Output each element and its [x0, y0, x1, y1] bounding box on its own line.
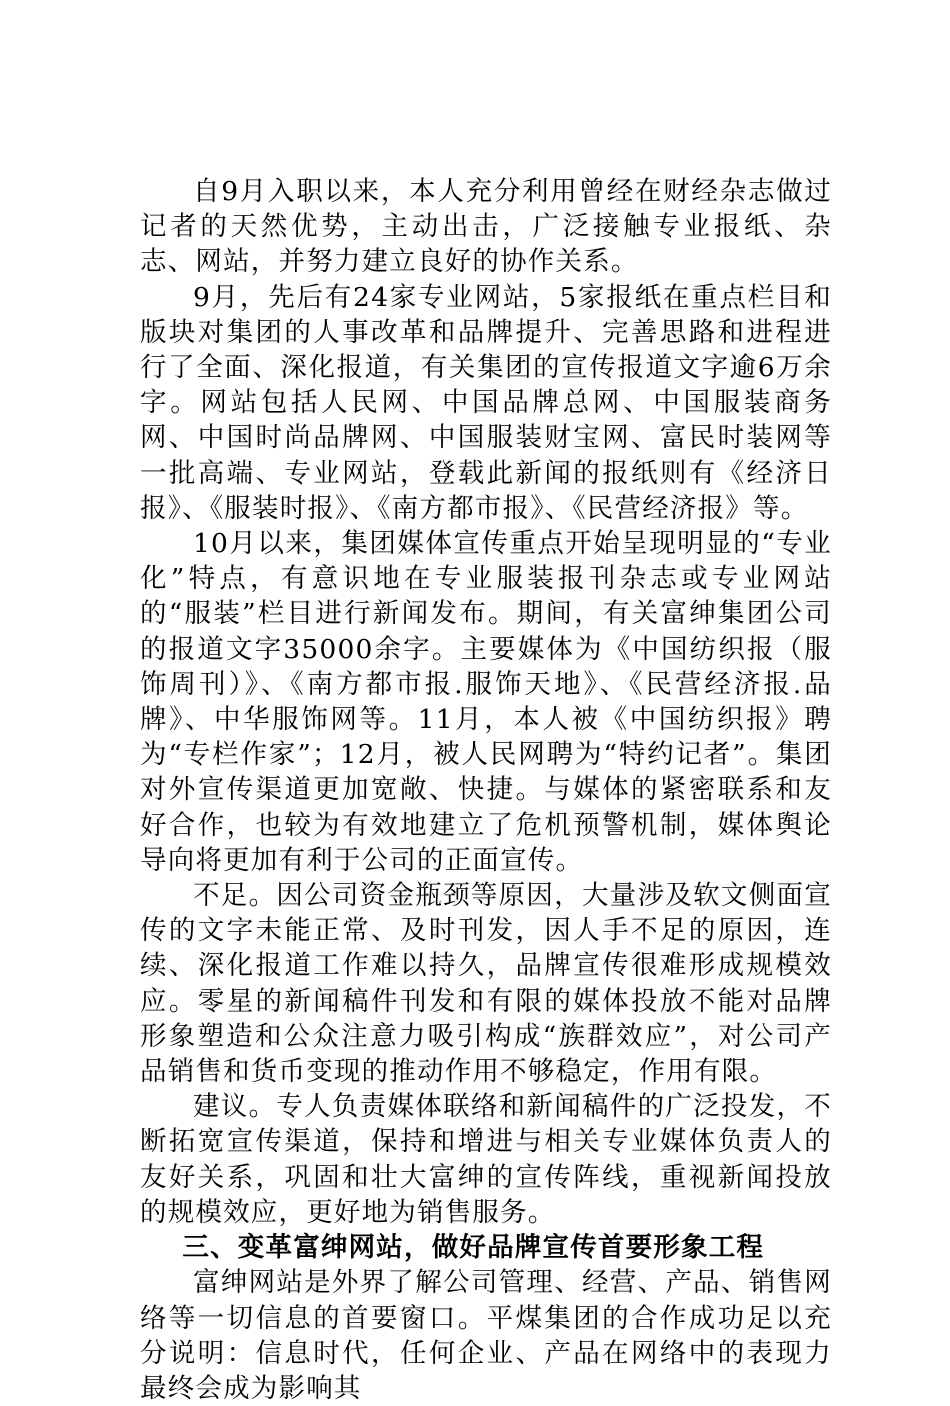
paragraph-september: 9月，先后有24家专业网站，5家报纸在重点栏目和版块对集团的人事改革和品牌提升、完善思路和进程进行了全面、深化报道，有关集团的宣传报道文字逾6万余字。网站包括人民网、中国品牌总网、中国服装商务网、中国时尚品牌网、中国服装财宝网、富民时装网等一批高端、专业网站，登载此新闻的报纸则有《经济日报》、《服装时报》、《南方都市报》、《民营经济报》等。 [140, 281, 832, 524]
paragraph-shortcomings: 不足。因公司资金瓶颈等原因，大量涉及软文侧面宣传的文字未能正常、及时刊发，因人手不足的原因，连续、深化报道工作难以持久，品牌宣传很难形成规模效应。零星的新闻稿件刊发和有限的媒体投放不能对品牌形象塑造和公众注意力吸引构成“族群效应”，对公司产品销售和货币变现的推动作用不够稳定，作用有限。 [140, 880, 832, 1088]
section-heading: 三、变革富绅网站，做好品牌宣传首要形象工程 [182, 1232, 765, 1264]
paragraph-website: 富绅网站是外界了解公司管理、经营、产品、销售网络等一切信息的首要窗口。平煤集团的合作成功足以充分说明：信息时代，任何企业、产品在网络中的表现力最终会成为影响其 [140, 1267, 832, 1404]
paragraph-intro: 自9月入职以来，本人充分利用曾经在财经杂志做过记者的天然优势，主动出击，广泛接触专业报纸、杂志、网站，并努力建立良好的协作关系。 [140, 176, 832, 278]
paragraph-october: 10月以来，集团媒体宣传重点开始呈现明显的“专业化”特点，有意识地在专业服装报刊杂志或专业网站的“服装”栏目进行新闻发布。期间，有关富绅集团公司的报道文字35000余字。主要媒体为《中国纺织报（服饰周刊）》、《南方都市报.服饰天地》、《民营经济报.品牌》、中华服饰网等。11月，本人被《中国纺织报》聘为“专栏作家”；12月，被人民网聘为“特约记者”。集团对外宣传渠道更加宽敞、快捷。与媒体的紧密联系和友好合作，也较为有效地建立了危机预警机制，媒体舆论导向将更加有利于公司的正面宣传。 [140, 528, 832, 876]
paragraph-suggestions: 建议。专人负责媒体联络和新闻稿件的广泛投发，不断拓宽宣传渠道，保持和增进与相关专业媒体负责人的友好关系，巩固和壮大富绅的宣传阵线，重视新闻投放的规模效应，更好地为销售服务。 [140, 1091, 832, 1228]
document-body [140, 174, 832, 1406]
